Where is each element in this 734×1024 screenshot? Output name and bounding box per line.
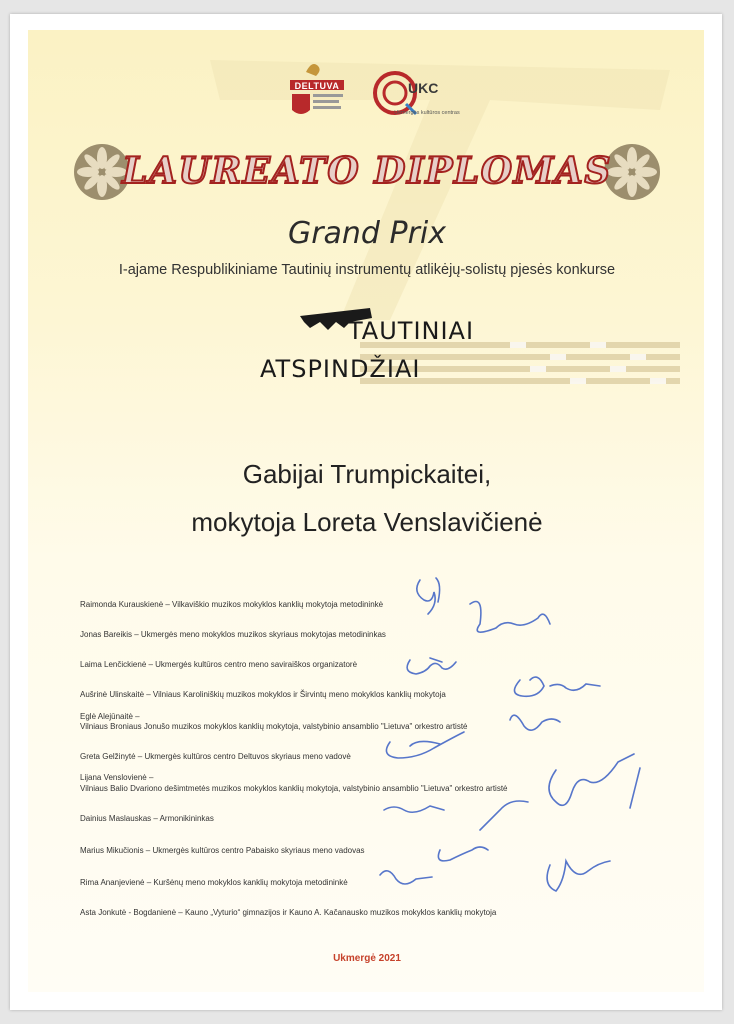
jury-line-9: Marius Mikučionis – Ukmergės kultūros centro Pabaisko skyriaus meno vadovas [80, 846, 365, 855]
signatures-icon [370, 570, 680, 920]
jury-line-7b: Vilniaus Balio Dvariono dešimtmetės muzikos mokyklos kanklių mokytoja, valstybinio ansamblio "Lietuva" orkestro artistė [80, 784, 508, 793]
teacher-name: mokytoja Loreta Venslavičienė [191, 507, 543, 537]
contest-name: I-ajame Respublikiniame Tautinių instrumentų atlikėjų-solistų pjesės konkurse [118, 262, 616, 278]
jury-line-5b: Vilniaus Broniaus Jonušo muzikos mokyklos kanklių mokytoja, valstybinio ansamblio "Lietuva" orkestro artistė [80, 722, 468, 731]
ukc-logo-subtext: Ukmergės kultūros centras [394, 110, 460, 116]
jury-line-5: Eglė Alejūnaitė – [80, 712, 140, 721]
place-date: Ukmergė 2021 [333, 953, 401, 964]
jury-line-2: Jonas Bareikis – Ukmergės meno mokyklos muzikos skyriaus mokytojas metodininkas [80, 630, 386, 639]
recipient-name: Gabijai Trumpickaitei, [242, 459, 492, 489]
ukc-logo-text: UKC [408, 80, 439, 96]
jury-line-6: Greta Gelžinytė – Ukmergės kultūros centro Deltuvos skyriaus meno vadovė [80, 752, 351, 761]
deltuva-logo-icon [282, 58, 352, 128]
award-name: Grand Prix [287, 216, 447, 251]
jury-line-8: Dainius Maslauskas – Armonikininkas [80, 814, 214, 823]
jury-line-11: Asta Jonkutė - Bogdanienė – Kauno „Vyturio“ gimnazijos ir Kauno A. Kačanausko muzikos mokyklos kanklių mokytoja [80, 908, 497, 917]
jury-line-3: Laima Lenčickienė – Ukmergės kultūros centro meno saviraiškos organizatorė [80, 660, 358, 669]
deltuva-logo-text: DELTUVA [294, 81, 340, 91]
diploma-title: LAUREATO DIPLOMAS [122, 150, 612, 192]
jury-line-10: Rima Ananjevienė – Kuršėnų meno mokyklos kanklių mokytoja metodininkė [80, 878, 348, 887]
recipient-block [0, 450, 734, 546]
jury-line-4: Aušrinė Ulinskaitė – Vilniaus Karoliniškių muzikos mokyklos ir Širvintų meno mokyklos kanklių mokytoja [80, 690, 446, 699]
jury-line-7: Lijana Venslovienė – [80, 773, 154, 782]
jury-line-1: Raimonda Kurauskienė – Vilkaviškio muzikos mokyklos kanklių mokytoja metodininkė [80, 600, 384, 609]
brand-line-1: TAUTINIAI [348, 317, 475, 345]
brand-line-2: ATSPINDŽIAI [260, 355, 421, 383]
